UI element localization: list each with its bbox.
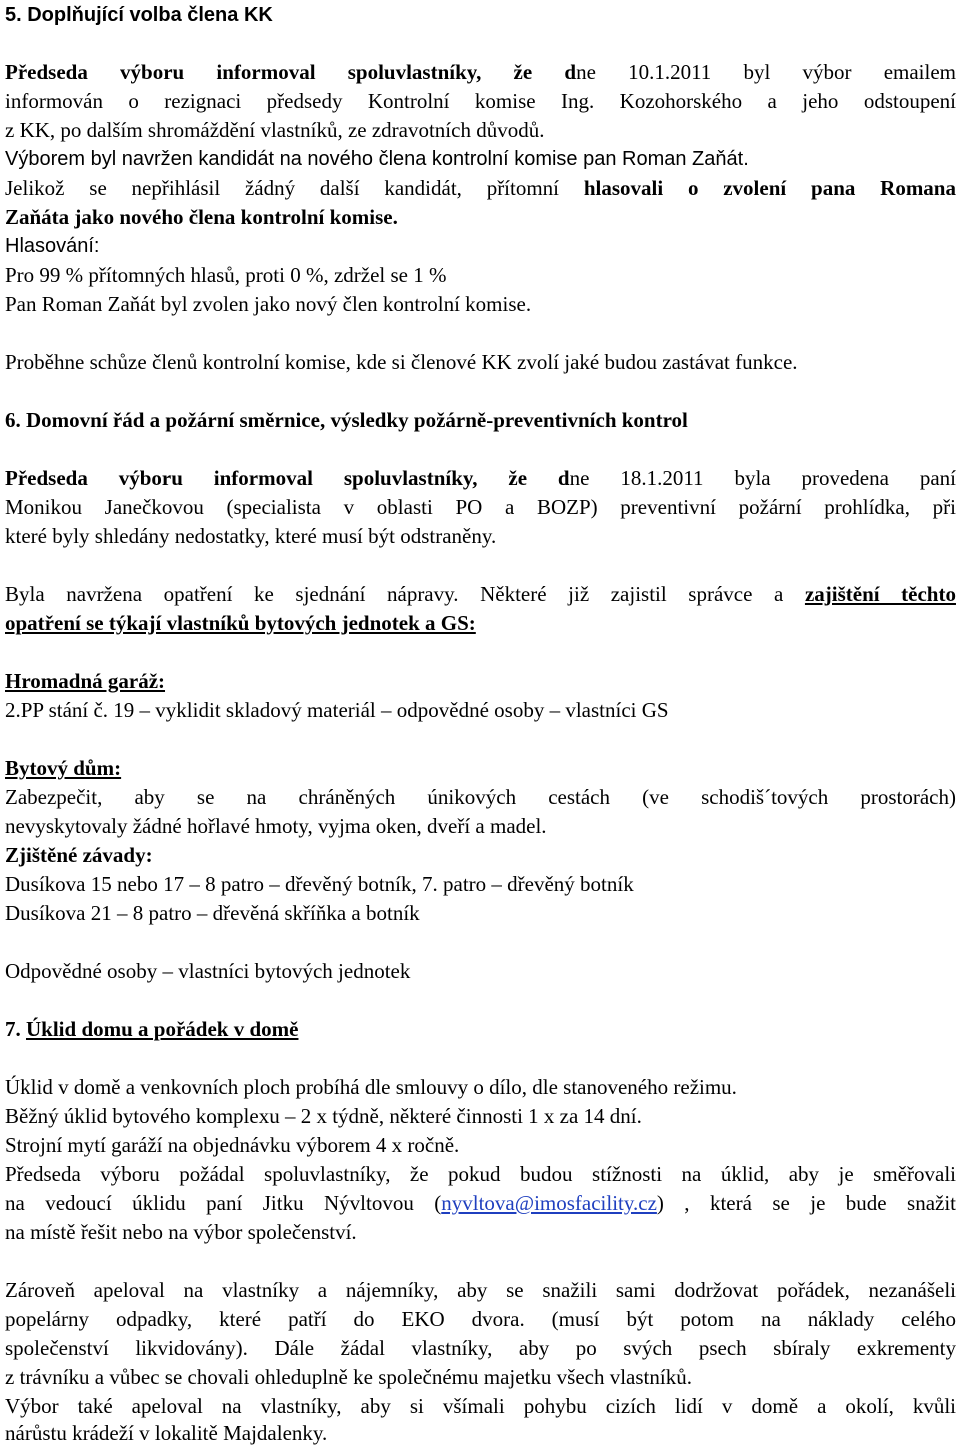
section-5-line-4: Výborem byl navržen kandidát na nového člena kontrolní komise pan Roman Zaňát. xyxy=(5,148,749,170)
section-6-line-3: které byly shledány nedostatky, které musí být odstraněny. xyxy=(5,524,497,548)
voting-result: Pro 99 % přítomných hlasů, proti 0 %, zdržel se 1 % xyxy=(5,263,447,287)
voting-label: Hlasování: xyxy=(5,235,100,257)
section-6-heading: 6. Domovní řád a požární směrnice, výsledky požárně-preventivních kontrol xyxy=(5,408,688,432)
section-7-paragraph-2-line-2: popelárny odpadky, které patří do EKO dvora. (musí být potom na náklady celého xyxy=(5,1307,956,1331)
section-7-line-2: Běžný úklid bytového komplexu – 2 x týdně, některé činnosti 1 x za 14 dní. xyxy=(5,1104,642,1128)
section-5-line-5-bold: hlasovali o zvolení pana Romana xyxy=(583,176,956,200)
section-7-heading-text: Úklid domu a pořádek v domě xyxy=(26,1017,299,1041)
section-7-line-5-rest: ) , která se je bude snažit xyxy=(656,1191,957,1215)
section-6-line-1-bold: Předseda výboru informoval spoluvlastníky, že d xyxy=(5,466,570,490)
section-7-line-4: Předseda výboru požádal spoluvlastníky, že pokud budou stížnosti na úklid, aby je směřovali xyxy=(5,1162,956,1186)
section-7-line-6: na místě řešit nebo na výbor společenství. xyxy=(5,1220,357,1244)
defect-item-2: Dusíkova 21 – 8 patro – dřevěná skříňka a botník xyxy=(5,901,420,925)
section-5-line-2: informován o rezignaci předsedy Kontrolní komise Ing. Kozohorského a jeho odstoupení xyxy=(5,89,956,113)
section-7-line-5-text: na vedoucí úklidu paní Jitku Nývltovou ( xyxy=(5,1191,442,1215)
section-7-line-1: Úklid v domě a venkovních ploch probíhá dle smlouvy o dílo, dle stanoveného režimu. xyxy=(5,1075,737,1099)
election-result: Pan Roman Zaňát byl zvolen jako nový člen kontrolní komise. xyxy=(5,292,532,316)
house-heading: Bytový dům: xyxy=(5,756,122,780)
garage-item: 2.PP stání č. 19 – vyklidit skladový materiál – odpovědné osoby – vlastníci GS xyxy=(5,698,669,722)
section-7-paragraph-3-line-2: nárůstu krádeží v lokalitě Majdalenky. xyxy=(5,1421,328,1445)
section-5-line-1-rest: ne 10.1.2011 byl výbor emailem xyxy=(576,60,956,84)
section-5-line-1 xyxy=(5,59,956,85)
section-7-paragraph-2-line-3: společenství likvidovány). Dále žádal vlastníky, aby po svých psech sbíraly exkrementy xyxy=(5,1336,956,1360)
house-line-2: nevyskytovaly žádné hořlavé hmoty, vyjma oken, dveří a madel. xyxy=(5,814,547,838)
section-7-heading-number: 7. xyxy=(5,1017,26,1041)
section-5-line-6: Zaňáta jako nového člena kontrolní komise. xyxy=(5,205,398,229)
responsible-persons: Odpovědné osoby – vlastníci bytových jednotek xyxy=(5,959,411,983)
section-6-measures-emphasis: zajištění těchto xyxy=(804,582,956,606)
section-5-line-5 xyxy=(5,175,956,201)
section-5-line-5-text: Jelikož se nepřihlásil žádný další kandidát, přítomní xyxy=(5,176,584,200)
section-6-line-1-rest: ne 18.1.2011 byla provedena paní xyxy=(569,466,956,490)
garage-heading: Hromadná garáž: xyxy=(5,669,166,693)
section-7-paragraph-2-line-1: Zároveň apeloval na vlastníky a nájemníky, aby se snažili sami dodržovat pořádek, nezanášeli xyxy=(5,1278,956,1302)
section-5-heading: 5. Doplňující volba člena KK xyxy=(5,4,273,26)
section-7-paragraph-2-line-4: z trávníku a vůbec se chovali ohleduplně ke společnému majetku všech vlastníků. xyxy=(5,1365,692,1389)
section-5-line-3: z KK, po dalším shromáždění vlastníků, ze zdravotních důvodů. xyxy=(5,118,545,142)
section-6-measures-line-1 xyxy=(5,581,956,607)
section-6-measures-line-2: opatření se týkají vlastníků bytových jednotek a GS: xyxy=(5,611,476,635)
section-5-line-1-bold: Předseda výboru informoval spoluvlastníky, že d xyxy=(5,60,577,84)
section-7-line-3: Strojní mytí garáží na objednávku výborem 4 x ročně. xyxy=(5,1133,460,1157)
defect-item-1: Dusíkova 15 nebo 17 – 8 patro – dřevěný botník, 7. patro – dřevěný botník xyxy=(5,872,634,896)
section-7-heading xyxy=(5,1016,298,1042)
section-6-line-2: Monikou Janečkovou (specialista v oblasti PO a BOZP) preventivní požární prohlídka, při xyxy=(5,495,956,519)
defects-heading: Zjištěné závady: xyxy=(5,843,153,867)
section-6-line-1 xyxy=(5,465,956,491)
email-link[interactable]: nyvltova@imosfacility.cz xyxy=(441,1191,657,1215)
section-7-line-5 xyxy=(5,1190,956,1216)
section-6-measures-text: Byla navržena opatření ke sjednání nápravy. Některé již zajistil správce a xyxy=(5,582,805,606)
house-line-1: Zabezpečit, aby se na chráněných únikových cestách (ve schodiš´tových prostorách) xyxy=(5,785,956,809)
section-7-paragraph-3-line-1: Výbor také apeloval na vlastníky, aby si všímali pohybu cizích lidí v domě a okolí, kvůli xyxy=(5,1394,956,1418)
section-5-meeting-note: Proběhne schůze členů kontrolní komise, kde si členové KK zvolí jaké budou zastávat funkce. xyxy=(5,350,798,374)
